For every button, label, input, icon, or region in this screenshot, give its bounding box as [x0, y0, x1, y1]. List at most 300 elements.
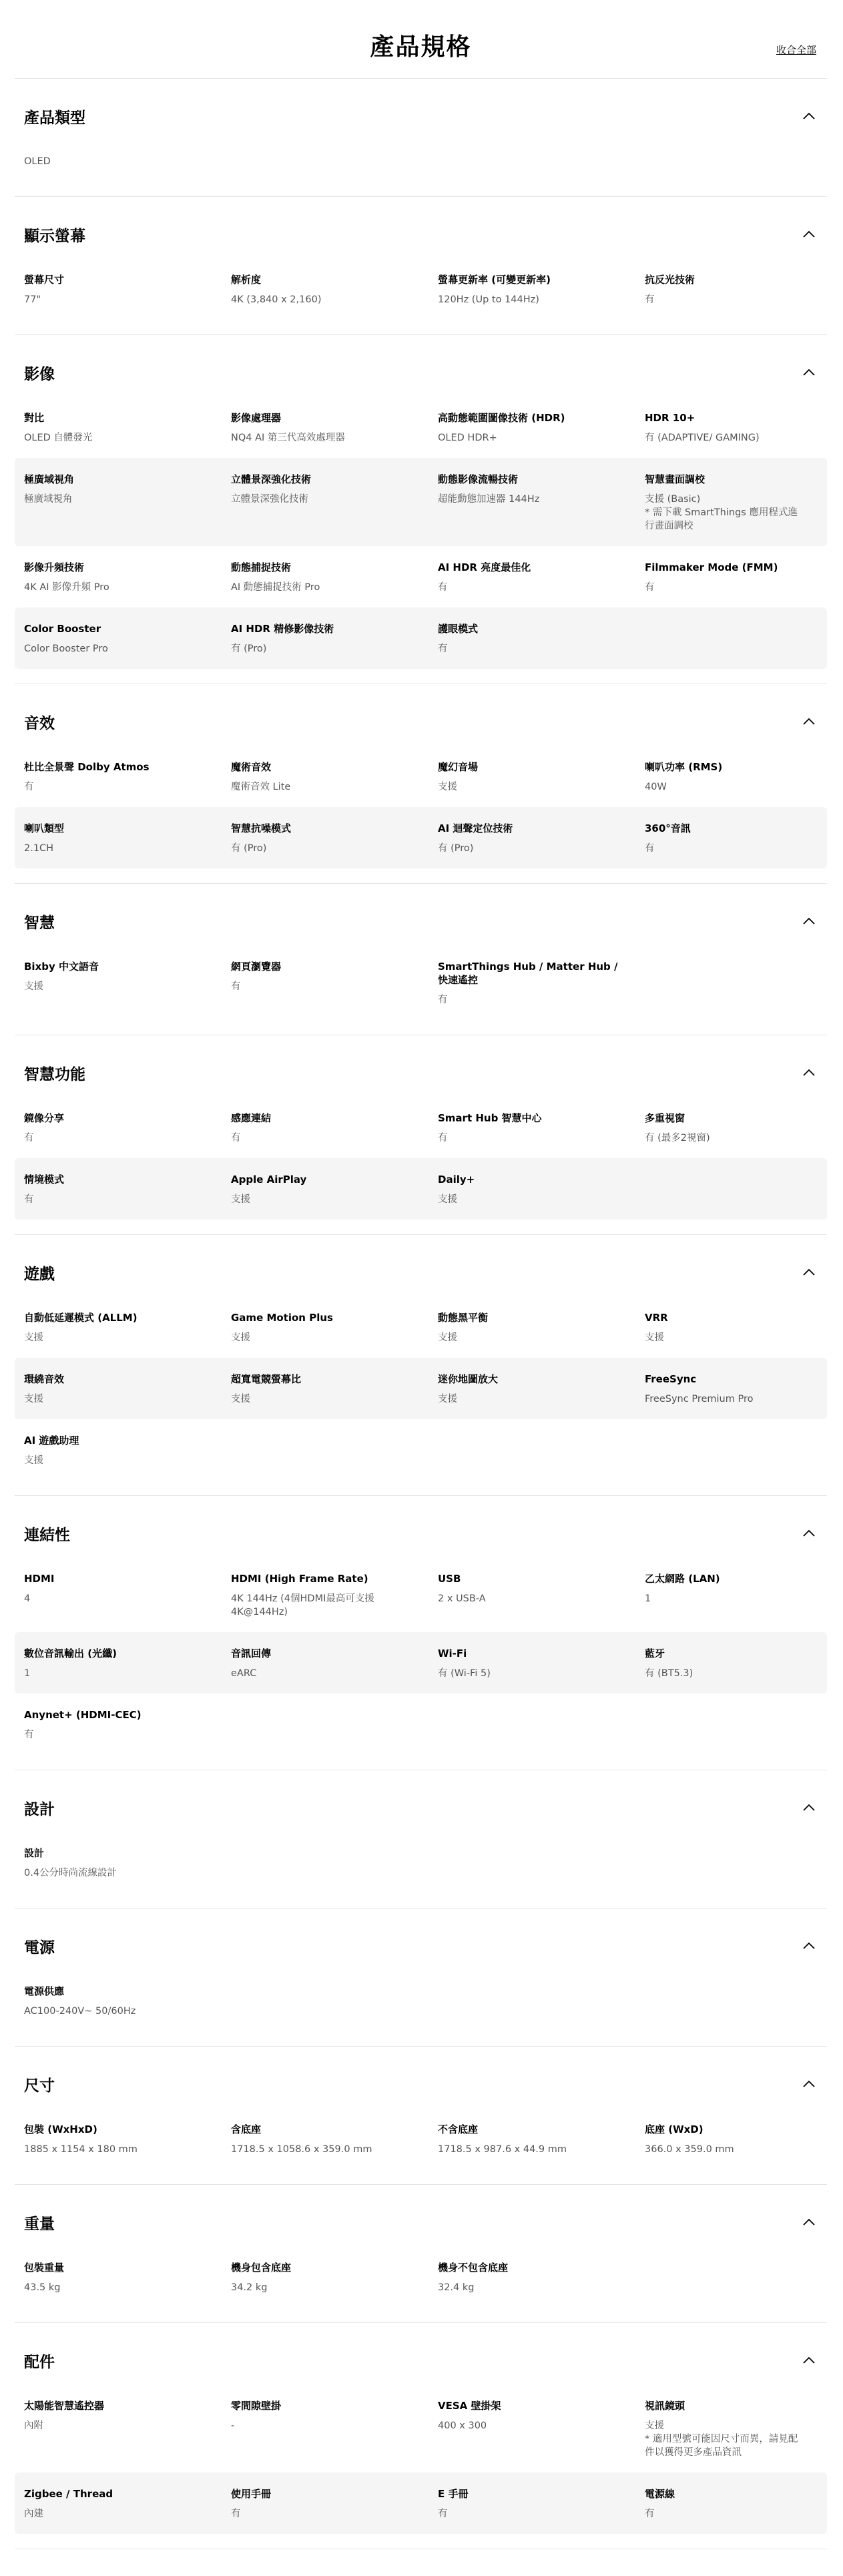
- section-title: 設計: [24, 1800, 55, 1818]
- spec-label: Apple AirPlay: [231, 1174, 307, 1186]
- spec-item: [24, 1311, 231, 1344]
- spec-row: [15, 607, 827, 669]
- spec-label: 網頁瀏覽器: [231, 961, 282, 973]
- spec-label: 電源供應: [24, 1985, 65, 1997]
- section-header[interactable]: [15, 210, 827, 258]
- spec-item: [438, 822, 645, 855]
- spec-item: [231, 1173, 438, 1206]
- spec-value: 有: [231, 1133, 241, 1143]
- spec-label: AI HDR 精修影像技術: [231, 623, 334, 635]
- spec-label: 喇叭類型: [24, 822, 65, 834]
- spec-value: 32.4 kg: [438, 2282, 475, 2293]
- spec-label: 使用手冊: [231, 2488, 272, 2500]
- spec-rows: [15, 140, 827, 182]
- spec-item: [645, 1111, 818, 1145]
- spec-rows: [15, 258, 827, 320]
- chevron-up-icon[interactable]: [802, 914, 816, 929]
- section-title: 音效: [24, 714, 55, 732]
- section-title: 遊戲: [24, 1265, 55, 1283]
- spec-label: E 手冊: [438, 2488, 469, 2500]
- spec-section: [15, 197, 827, 335]
- spec-item: [24, 273, 231, 306]
- spec-value: 77": [24, 294, 41, 305]
- spec-value: 34.2 kg: [231, 2282, 268, 2293]
- chevron-up-icon[interactable]: [802, 1939, 816, 1953]
- spec-label: 乙太網路 (LAN): [645, 1573, 720, 1585]
- spec-label: 動態黑平衡: [438, 1312, 489, 1324]
- spec-item: [24, 411, 231, 445]
- spec-value: 400 x 300: [438, 2420, 487, 2431]
- spec-value: -: [231, 2420, 235, 2431]
- spec-value: 魔術音效 Lite: [231, 782, 291, 792]
- spec-item: [231, 561, 438, 594]
- spec-label: HDMI (High Frame Rate): [231, 1573, 368, 1585]
- spec-value: 有 (Pro): [231, 643, 267, 654]
- spec-section: [15, 1770, 827, 1908]
- spec-label: 解析度: [231, 274, 262, 286]
- spec-value: 支援: [24, 981, 43, 992]
- spec-item: [438, 2487, 645, 2521]
- spec-row: [15, 945, 827, 1020]
- spec-item: [438, 2399, 645, 2459]
- section-header[interactable]: [15, 2060, 827, 2108]
- spec-section: [15, 1235, 827, 1496]
- spec-label: 魔術音效: [231, 761, 272, 773]
- spec-row: [15, 1694, 827, 1755]
- spec-value: 有 (BT5.3): [645, 1668, 693, 1679]
- spec-value: 1885 x 1154 x 180 mm: [24, 2144, 137, 2155]
- spec-item: [645, 1647, 818, 1680]
- spec-rows: [15, 746, 827, 868]
- spec-item: [231, 1372, 438, 1406]
- spec-label: USB: [438, 1573, 461, 1585]
- spec-value: 2 x USB-A: [438, 1593, 486, 1604]
- spec-value: 4K (3,840 x 2,160): [231, 294, 322, 305]
- spec-item: [231, 1311, 438, 1344]
- spec-value: FreeSync Premium Pro: [645, 1394, 754, 1404]
- spec-label: 零間隙壁掛: [231, 2400, 282, 2412]
- spec-item: [438, 1572, 645, 1619]
- spec-item: [24, 1708, 231, 1742]
- spec-item: [438, 1647, 645, 1680]
- spec-label: 高動態範圍圖像技術 (HDR): [438, 412, 565, 424]
- spec-item: [645, 1572, 818, 1619]
- chevron-up-icon[interactable]: [802, 1526, 816, 1541]
- spec-label: 超寬電競螢幕比: [231, 1373, 302, 1385]
- spec-item: [645, 760, 818, 794]
- spec-section: [15, 1908, 827, 2047]
- spec-label: 喇叭功率 (RMS): [645, 761, 723, 773]
- spec-item: [231, 1111, 438, 1145]
- spec-item: [24, 2487, 231, 2521]
- spec-value: 有: [438, 995, 448, 1005]
- spec-rows: [15, 1557, 827, 1755]
- section-header[interactable]: [15, 348, 827, 397]
- spec-item: [438, 960, 645, 1007]
- spec-item: [24, 622, 231, 656]
- spec-value: 1: [24, 1668, 31, 1679]
- spec-rows: [15, 2108, 827, 2169]
- spec-label: 對比: [24, 412, 45, 424]
- spec-label: Bixby 中文語音: [24, 961, 99, 973]
- spec-rows: [15, 1832, 827, 1893]
- spec-value: 2.1CH: [24, 843, 54, 854]
- spec-section: [15, 2047, 827, 2185]
- spec-label: AI HDR 亮度最佳化: [438, 561, 531, 573]
- spec-label: Smart Hub 智慧中心: [438, 1112, 542, 1124]
- spec-value: 內附: [24, 2420, 43, 2431]
- spec-value: 超能動態加速器 144Hz: [438, 494, 540, 505]
- chevron-up-icon[interactable]: [802, 2215, 816, 2230]
- spec-value: 4K AI 影像升頻 Pro: [24, 582, 109, 593]
- spec-row: [15, 1632, 827, 1694]
- spec-label: Filmmaker Mode (FMM): [645, 561, 778, 573]
- spec-label: Zigbee / Thread: [24, 2488, 113, 2500]
- spec-section: [15, 884, 827, 1035]
- spec-row: [15, 2246, 827, 2308]
- spec-item: [24, 2123, 231, 2156]
- spec-rows: [15, 2246, 827, 2308]
- spec-label: HDR 10+: [645, 412, 695, 424]
- spec-row: [15, 1832, 827, 1893]
- spec-value: 0.4公分時尚流線設計: [24, 1868, 117, 1878]
- spec-item: [24, 155, 231, 168]
- spec-section: [15, 79, 827, 197]
- spec-item: [24, 1173, 231, 1206]
- spec-value: 有: [645, 843, 655, 854]
- spec-item: [645, 2123, 818, 2156]
- spec-label: 不含底座: [438, 2123, 479, 2135]
- spec-value: 有: [645, 2509, 655, 2519]
- spec-label: Wi-Fi: [438, 1647, 467, 1659]
- spec-label: AI 遊戲助理: [24, 1435, 79, 1447]
- section-header[interactable]: [15, 92, 827, 140]
- spec-item: [24, 1572, 231, 1619]
- spec-item: [24, 822, 231, 855]
- spec-item: [438, 273, 645, 306]
- spec-item: [438, 561, 645, 594]
- spec-value: 有 (ADAPTIVE/ GAMING): [645, 433, 760, 443]
- spec-label: 設計: [24, 1847, 45, 1859]
- spec-value: 有: [231, 2509, 241, 2519]
- spec-value: 1718.5 x 1058.6 x 359.0 mm: [231, 2144, 372, 2155]
- spec-item: [231, 1572, 438, 1619]
- spec-value: 有: [24, 1133, 34, 1143]
- spec-item: [24, 1434, 231, 1467]
- spec-item: [438, 622, 645, 656]
- section-header[interactable]: [15, 1049, 827, 1097]
- spec-value: 有 (Wi-Fi 5): [438, 1668, 491, 1679]
- spec-item: [231, 822, 438, 855]
- spec-label: 視訊鏡頭: [645, 2400, 685, 2412]
- chevron-up-icon[interactable]: [802, 1800, 816, 1815]
- spec-item: [438, 760, 645, 794]
- spec-label: 藍牙: [645, 1647, 665, 1659]
- spec-item: [645, 822, 818, 855]
- spec-label: 迷你地圖放大: [438, 1373, 499, 1385]
- spec-rows: [15, 2384, 827, 2534]
- spec-item: [438, 1173, 645, 1206]
- spec-value: 支援: [231, 1394, 250, 1404]
- spec-value: 有: [438, 2509, 448, 2519]
- spec-value: NQ4 AI 第三代高效處理器: [231, 433, 345, 443]
- spec-label: 含底座: [231, 2123, 262, 2135]
- chevron-up-icon[interactable]: [802, 714, 816, 729]
- spec-item: [438, 473, 645, 533]
- spec-label: 包裝重量: [24, 2262, 65, 2274]
- spec-label: 感應連結: [231, 1112, 272, 1124]
- spec-label: 太陽能智慧遙控器: [24, 2400, 105, 2412]
- spec-value: 4K 144Hz (4個HDMI最高可支援4K@144Hz): [231, 1593, 374, 1617]
- spec-label: VRR: [645, 1312, 668, 1324]
- spec-value: 支援: [24, 1455, 43, 1466]
- spec-item: [231, 760, 438, 794]
- chevron-up-icon[interactable]: [802, 1065, 816, 1080]
- page-title: 產品規格: [370, 33, 472, 61]
- spec-row: [15, 258, 827, 320]
- spec-section: [15, 1496, 827, 1770]
- spec-rows: [15, 1296, 827, 1481]
- spec-label: Daily+: [438, 1174, 475, 1186]
- spec-label: Game Motion Plus: [231, 1312, 333, 1324]
- spec-item: [24, 1985, 231, 2018]
- spec-value: 支援 * 適用型號可能因尺寸而異，請見配件以獲得更多產品資訊: [645, 2420, 798, 2458]
- spec-item: [24, 1111, 231, 1145]
- spec-value: 40W: [645, 782, 667, 792]
- chevron-up-icon[interactable]: [802, 227, 816, 242]
- spec-item: [645, 2399, 818, 2459]
- spec-item: [645, 411, 818, 445]
- spec-label: 魔幻音場: [438, 761, 479, 773]
- spec-label: 動態捕捉技術: [231, 561, 292, 573]
- section-title: 尺寸: [24, 2077, 55, 2095]
- spec-item: [24, 960, 231, 1007]
- spec-row: [15, 546, 827, 607]
- spec-value: 4: [24, 1593, 31, 1604]
- spec-value: 支援: [231, 1194, 250, 1205]
- spec-section: [15, 335, 827, 684]
- spec-row: [15, 807, 827, 868]
- spec-label: 動態影像流暢技術: [438, 473, 519, 485]
- spec-section: [15, 2185, 827, 2323]
- spec-label: 情境模式: [24, 1174, 65, 1186]
- spec-value: 支援: [438, 1394, 457, 1404]
- section-header[interactable]: [15, 1784, 827, 1832]
- spec-row: [15, 1970, 827, 2031]
- spec-item: [438, 2123, 645, 2156]
- spec-label: 影像升頻技術: [24, 561, 85, 573]
- spec-value: 有: [24, 1194, 34, 1205]
- spec-value: 有: [24, 1730, 34, 1740]
- spec-label: 智慧抗噪模式: [231, 822, 292, 834]
- spec-item: [438, 1372, 645, 1406]
- spec-row: [15, 1296, 827, 1358]
- spec-value: 支援 (Basic) * 需下載 SmartThings 應用程式進行畫面調校: [645, 494, 798, 531]
- spec-label: HDMI: [24, 1573, 55, 1585]
- spec-row: [15, 746, 827, 807]
- section-header[interactable]: [15, 1248, 827, 1296]
- spec-value: OLED HDR+: [438, 433, 497, 443]
- spec-label: Anynet+ (HDMI-CEC): [24, 1709, 142, 1721]
- spec-item: [231, 1647, 438, 1680]
- spec-value: 1718.5 x 987.6 x 44.9 mm: [438, 2144, 567, 2155]
- spec-item: [645, 561, 818, 594]
- section-header[interactable]: [15, 1509, 827, 1557]
- spec-row: [15, 2384, 827, 2473]
- section-title: 產品類型: [24, 109, 85, 127]
- spec-item: [231, 473, 438, 533]
- spec-label: 抗反光技術: [645, 274, 695, 286]
- spec-section: [15, 1035, 827, 1235]
- spec-label: 數位音訊輸出 (光纖): [24, 1647, 117, 1659]
- spec-value: Color Booster Pro: [24, 643, 108, 654]
- spec-label: VESA 壁掛架: [438, 2400, 501, 2412]
- collapse-all-link[interactable]: 收合全部: [776, 44, 816, 56]
- spec-value: 120Hz (Up to 144Hz): [438, 294, 539, 305]
- spec-item: [438, 1311, 645, 1344]
- section-header[interactable]: [15, 2336, 827, 2384]
- spec-label: 杜比全景聲 Dolby Atmos: [24, 761, 150, 773]
- spec-label: 鏡像分享: [24, 1112, 65, 1124]
- section-title: 影像: [24, 365, 55, 383]
- chevron-up-icon[interactable]: [802, 365, 816, 380]
- spec-value: 有 (Pro): [231, 843, 267, 854]
- spec-value: 43.5 kg: [24, 2282, 61, 2293]
- spec-value: OLED: [24, 156, 51, 167]
- spec-label: SmartThings Hub / Matter Hub / 快速遙控: [438, 961, 618, 986]
- spec-row: [15, 458, 827, 546]
- spec-value: 支援: [24, 1394, 43, 1404]
- spec-label: 環繞音效: [24, 1373, 65, 1385]
- section-title: 智慧功能: [24, 1065, 85, 1083]
- spec-row: [15, 140, 827, 182]
- spec-item: [24, 1647, 231, 1680]
- spec-value: 支援: [438, 782, 457, 792]
- spec-value: 有: [438, 643, 448, 654]
- spec-value: 有: [438, 582, 448, 593]
- spec-value: 366.0 x 359.0 mm: [645, 2144, 734, 2155]
- spec-value: 支援: [645, 1332, 664, 1343]
- spec-rows: [15, 1097, 827, 1220]
- spec-value: 支援: [438, 1332, 457, 1343]
- spec-value: 有 (Pro): [438, 843, 474, 854]
- spec-value: 立體景深強化技術: [231, 494, 308, 505]
- spec-row: [15, 1158, 827, 1220]
- spec-label: 機身包含底座: [231, 2262, 292, 2274]
- spec-item: [24, 1846, 231, 1880]
- chevron-up-icon[interactable]: [802, 1265, 816, 1280]
- spec-value: 支援: [438, 1194, 457, 1205]
- spec-value: eARC: [231, 1668, 257, 1679]
- spec-label: 影像處理器: [231, 412, 282, 424]
- spec-row: [15, 1419, 827, 1481]
- spec-item: [231, 2487, 438, 2521]
- spec-item: [645, 473, 818, 533]
- spec-label: 極廣域視角: [24, 473, 75, 485]
- spec-label: 螢幕更新率 (可變更新率): [438, 274, 551, 286]
- chevron-up-icon[interactable]: [802, 109, 816, 123]
- spec-label: 智慧畫面調校: [645, 473, 706, 485]
- section-header[interactable]: [15, 698, 827, 746]
- spec-label: 360°音訊: [645, 822, 691, 834]
- spec-item: [231, 622, 438, 656]
- spec-item: [231, 2261, 438, 2294]
- spec-value: AC100-240V~ 50/60Hz: [24, 2006, 136, 2017]
- section-title: 重量: [24, 2215, 55, 2233]
- spec-item: [24, 561, 231, 594]
- spec-value: 有: [645, 294, 655, 305]
- section-title: 連結性: [24, 1526, 70, 1544]
- spec-label: 電源線: [645, 2488, 675, 2500]
- spec-value: 1: [645, 1593, 651, 1604]
- spec-row: [15, 397, 827, 458]
- spec-value: 支援: [231, 1332, 250, 1343]
- spec-value: 有: [438, 1133, 448, 1143]
- chevron-up-icon[interactable]: [802, 2077, 816, 2091]
- spec-label: Color Booster: [24, 623, 101, 635]
- section-title: 配件: [24, 2353, 55, 2371]
- section-title: 顯示螢幕: [24, 227, 85, 245]
- spec-section: [15, 2323, 827, 2549]
- spec-value: 有: [231, 981, 241, 992]
- spec-section: [15, 684, 827, 884]
- spec-item: [231, 273, 438, 306]
- spec-item: [438, 2261, 645, 2294]
- section-header[interactable]: [15, 897, 827, 945]
- spec-value: 有: [24, 782, 34, 792]
- spec-item: [645, 2487, 818, 2521]
- spec-item: [24, 2261, 231, 2294]
- spec-item: [24, 2399, 231, 2459]
- spec-item: [438, 411, 645, 445]
- spec-item: [438, 1111, 645, 1145]
- spec-item: [24, 1372, 231, 1406]
- spec-rows: [15, 397, 827, 669]
- spec-item: [645, 1311, 818, 1344]
- spec-row: [15, 2108, 827, 2169]
- spec-sections: [15, 79, 827, 2549]
- spec-label: 音訊回傳: [231, 1647, 272, 1659]
- spec-item: [231, 2399, 438, 2459]
- section-header[interactable]: [15, 2198, 827, 2246]
- spec-label: 護眼模式: [438, 623, 479, 635]
- spec-label: 螢幕尺寸: [24, 274, 65, 286]
- spec-item: [231, 2123, 438, 2156]
- spec-item: [231, 960, 438, 1007]
- chevron-up-icon[interactable]: [802, 2353, 816, 2368]
- spec-item: [24, 473, 231, 533]
- spec-value: AI 動態捕捉技術 Pro: [231, 582, 320, 593]
- spec-label: 底座 (WxD): [645, 2123, 704, 2135]
- spec-value: 有: [645, 582, 655, 593]
- section-title: 智慧: [24, 914, 55, 932]
- spec-label: 包裝 (WxHxD): [24, 2123, 97, 2135]
- spec-value: 內建: [24, 2509, 43, 2519]
- spec-row: [15, 1358, 827, 1419]
- spec-item: [231, 411, 438, 445]
- spec-label: 機身不包含底座: [438, 2262, 509, 2274]
- page-header: [15, 0, 827, 79]
- spec-value: 有 (最多2視窗): [645, 1133, 710, 1143]
- spec-label: 自動低延遲模式 (ALLM): [24, 1312, 137, 1324]
- spec-value: OLED 自體發光: [24, 433, 93, 443]
- spec-value: 支援: [24, 1332, 43, 1343]
- spec-label: AI 迴聲定位技術: [438, 822, 513, 834]
- spec-row: [15, 1097, 827, 1158]
- spec-label: 多重視窗: [645, 1112, 685, 1124]
- spec-item: [24, 760, 231, 794]
- section-header[interactable]: [15, 1922, 827, 1970]
